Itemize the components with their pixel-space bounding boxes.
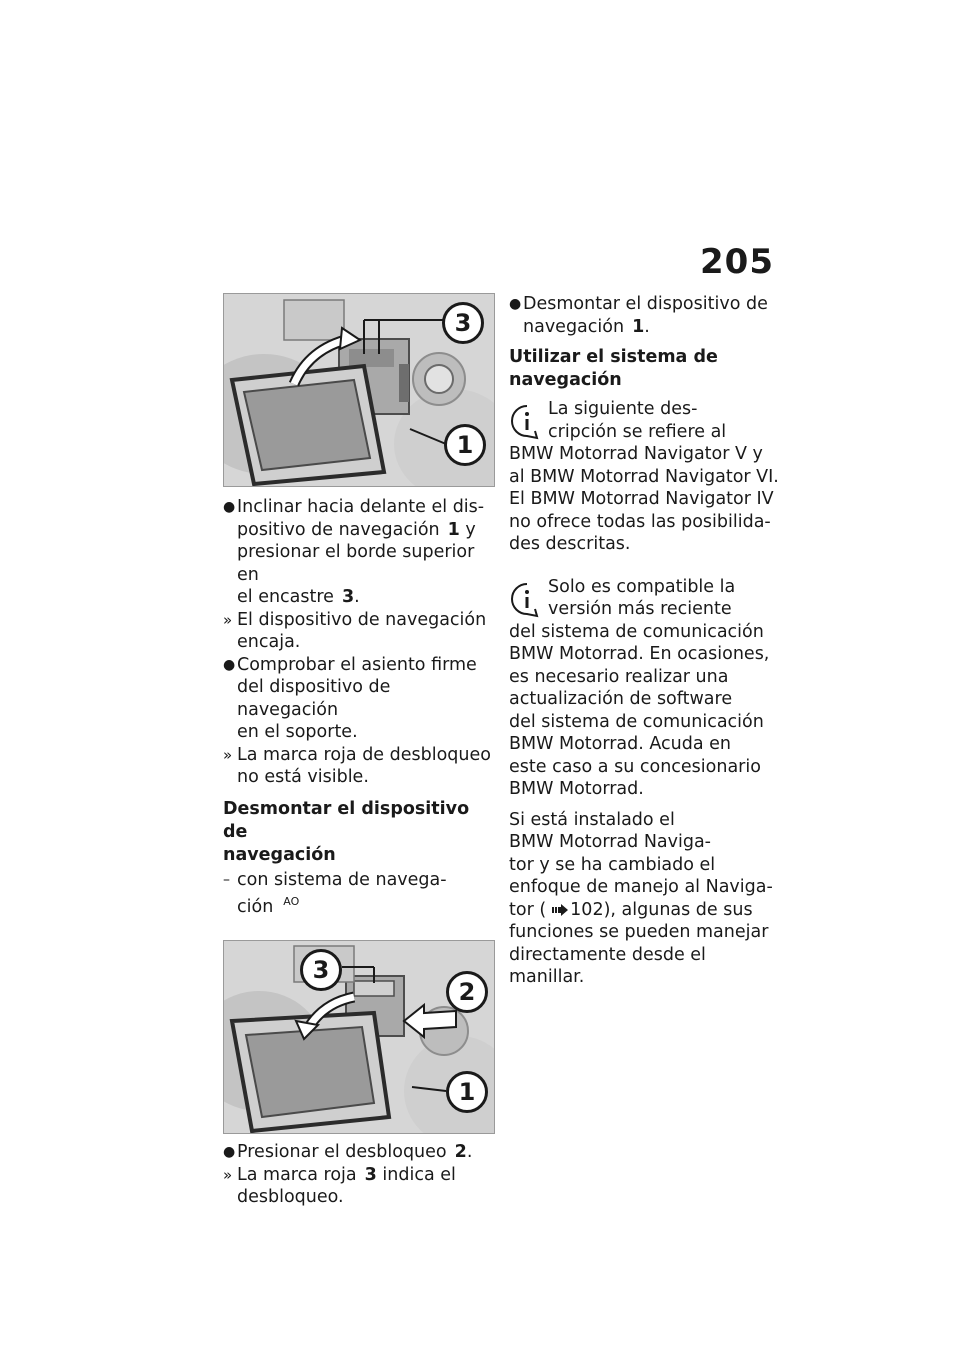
- option-code: AO: [283, 895, 300, 908]
- result-red-mark-hidden: [223, 744, 495, 789]
- step-text-line: del dispositivo de navegación: [237, 677, 391, 720]
- info-note-navigator-versions: [509, 398, 784, 556]
- step-text-line: navegación: [523, 316, 625, 337]
- result-text-fragment: La marca roja: [237, 1164, 357, 1185]
- ref-number: 1: [447, 519, 460, 540]
- info-text-line: Solo es compatible la: [548, 576, 736, 597]
- step-text-line: el encastre: [237, 587, 334, 607]
- info-text-line: al BMW Motorrad Navigator VI.: [509, 466, 779, 487]
- info-text-line: BMW Motorrad.: [509, 779, 644, 799]
- info-text-rest: [509, 443, 784, 556]
- result-text-line: El dispositivo de navegación: [237, 609, 487, 630]
- ref-number: 2: [454, 1142, 467, 1163]
- step-check-seat: [223, 654, 495, 744]
- steps-dismount: [223, 1141, 495, 1209]
- info-text-line: BMW Motorrad Navigator V y: [509, 444, 763, 464]
- punctuation: .: [644, 316, 650, 337]
- text-fragment: (: [539, 899, 547, 920]
- bullet-marker: ●: [509, 296, 522, 312]
- page-reference-arrow-icon: [552, 904, 568, 916]
- info-text-first: [509, 398, 784, 443]
- info-note-communication-system: [509, 576, 784, 801]
- step-dismount-device: [509, 293, 784, 338]
- step-text-line: Comprobar el asiento firme: [237, 654, 477, 675]
- text-line: tor y se ha cambiado el: [509, 854, 716, 875]
- result-text-line: encaja.: [237, 632, 301, 652]
- info-text-line: no ofrece todas las posibilida-: [509, 511, 771, 532]
- info-text-line: BMW Motorrad. Acuda en: [509, 734, 732, 754]
- heading-line: navegación: [509, 370, 622, 390]
- text-line: directamente desde el manillar.: [509, 944, 706, 987]
- result-text-line: no está visible.: [237, 767, 369, 787]
- text-line: funciones se pueden manejar: [509, 922, 769, 942]
- result-marker: »: [223, 745, 233, 764]
- step-text-line: Presionar el desbloqueo: [237, 1142, 447, 1163]
- bullet-marker: ●: [223, 1144, 236, 1161]
- result-text-fragment: indica el: [382, 1164, 456, 1185]
- text-fragment: tor: [509, 899, 534, 920]
- page-reference[interactable]: 102: [570, 899, 604, 920]
- step-text-line: Desmontar el dispositivo de: [523, 294, 768, 314]
- info-icon: [509, 582, 545, 618]
- info-text-line: es necesario realizar una: [509, 666, 729, 687]
- callout-1: 1: [446, 1071, 488, 1113]
- figure-mount-navigator: [223, 293, 495, 487]
- condition-navigation-system: [223, 869, 495, 919]
- steps-mount: [223, 496, 495, 789]
- info-icon: [509, 404, 545, 440]
- condition-text-line: ción: [237, 896, 274, 917]
- info-text-line: cripción se refiere al: [548, 421, 727, 442]
- ref-number: 3: [364, 1164, 377, 1185]
- paragraph-handlebar-operation: [509, 809, 784, 989]
- step-press-release: [223, 1141, 495, 1164]
- step-text-line: en el soporte.: [237, 722, 358, 742]
- info-text-line: des descritas.: [509, 534, 631, 554]
- result-text-line: La marca roja de desbloqueo: [237, 744, 491, 765]
- bullet-marker: ●: [223, 499, 236, 515]
- info-text-line: versión más reciente: [548, 599, 732, 619]
- info-text-line: del sistema de comunicación: [509, 711, 764, 732]
- step-text-line: presionar el borde superior en: [237, 542, 475, 585]
- callout-3: 3: [300, 949, 342, 991]
- ref-number: 3: [341, 587, 355, 607]
- result-marker: »: [223, 1165, 233, 1184]
- text-line: enfoque de manejo al Naviga-: [509, 877, 773, 897]
- page-number: 205: [700, 242, 774, 282]
- text-fragment: ), algunas de sus: [603, 899, 753, 920]
- bullet-marker: ●: [223, 656, 236, 673]
- condition-text-line: con sistema de navega-: [237, 869, 447, 890]
- callout-3: 3: [442, 302, 484, 344]
- result-marker: »: [223, 610, 233, 629]
- info-text-rest: [509, 621, 784, 801]
- info-text-line: La siguiente des-: [548, 399, 698, 419]
- heading-line: navegación: [223, 844, 336, 865]
- info-text-first: [509, 576, 784, 621]
- text-line: BMW Motorrad Naviga-: [509, 832, 712, 852]
- callout-1: 1: [444, 424, 486, 466]
- info-text-line: El BMW Motorrad Navigator IV: [509, 489, 774, 509]
- punctuation: .: [466, 1142, 473, 1163]
- step-text-line: positivo de navegación: [237, 519, 440, 540]
- heading-line: Utilizar el sistema de: [509, 347, 718, 367]
- info-text-line: actualización de software: [509, 689, 733, 709]
- left-column: [223, 293, 495, 1209]
- figure-dismount-navigator: [223, 940, 495, 1134]
- text-line: Si está instalado el: [509, 809, 675, 830]
- right-column: [509, 293, 784, 989]
- step-tilt-device: [223, 496, 495, 609]
- result-device-engages: [223, 609, 495, 654]
- heading-line: Desmontar el dispositivo de: [223, 798, 470, 842]
- ref-number: 1: [632, 316, 645, 337]
- info-text-line: del sistema de comunicación: [509, 621, 764, 642]
- step-text-line: Inclinar hacia delante el dis-: [237, 497, 485, 517]
- info-text-line: este caso a su concesionario: [509, 756, 761, 777]
- step-text-fragment: y: [465, 519, 476, 540]
- info-text-line: BMW Motorrad. En ocasiones,: [509, 644, 770, 664]
- result-text-line: desbloqueo.: [237, 1187, 344, 1208]
- section-heading-dismount: [223, 798, 495, 867]
- section-heading-use-navigation: [509, 346, 784, 392]
- punctuation: .: [354, 587, 360, 607]
- condition-marker: –: [223, 871, 230, 888]
- result-red-mark-indicates: [223, 1164, 495, 1209]
- callout-2: 2: [446, 971, 488, 1013]
